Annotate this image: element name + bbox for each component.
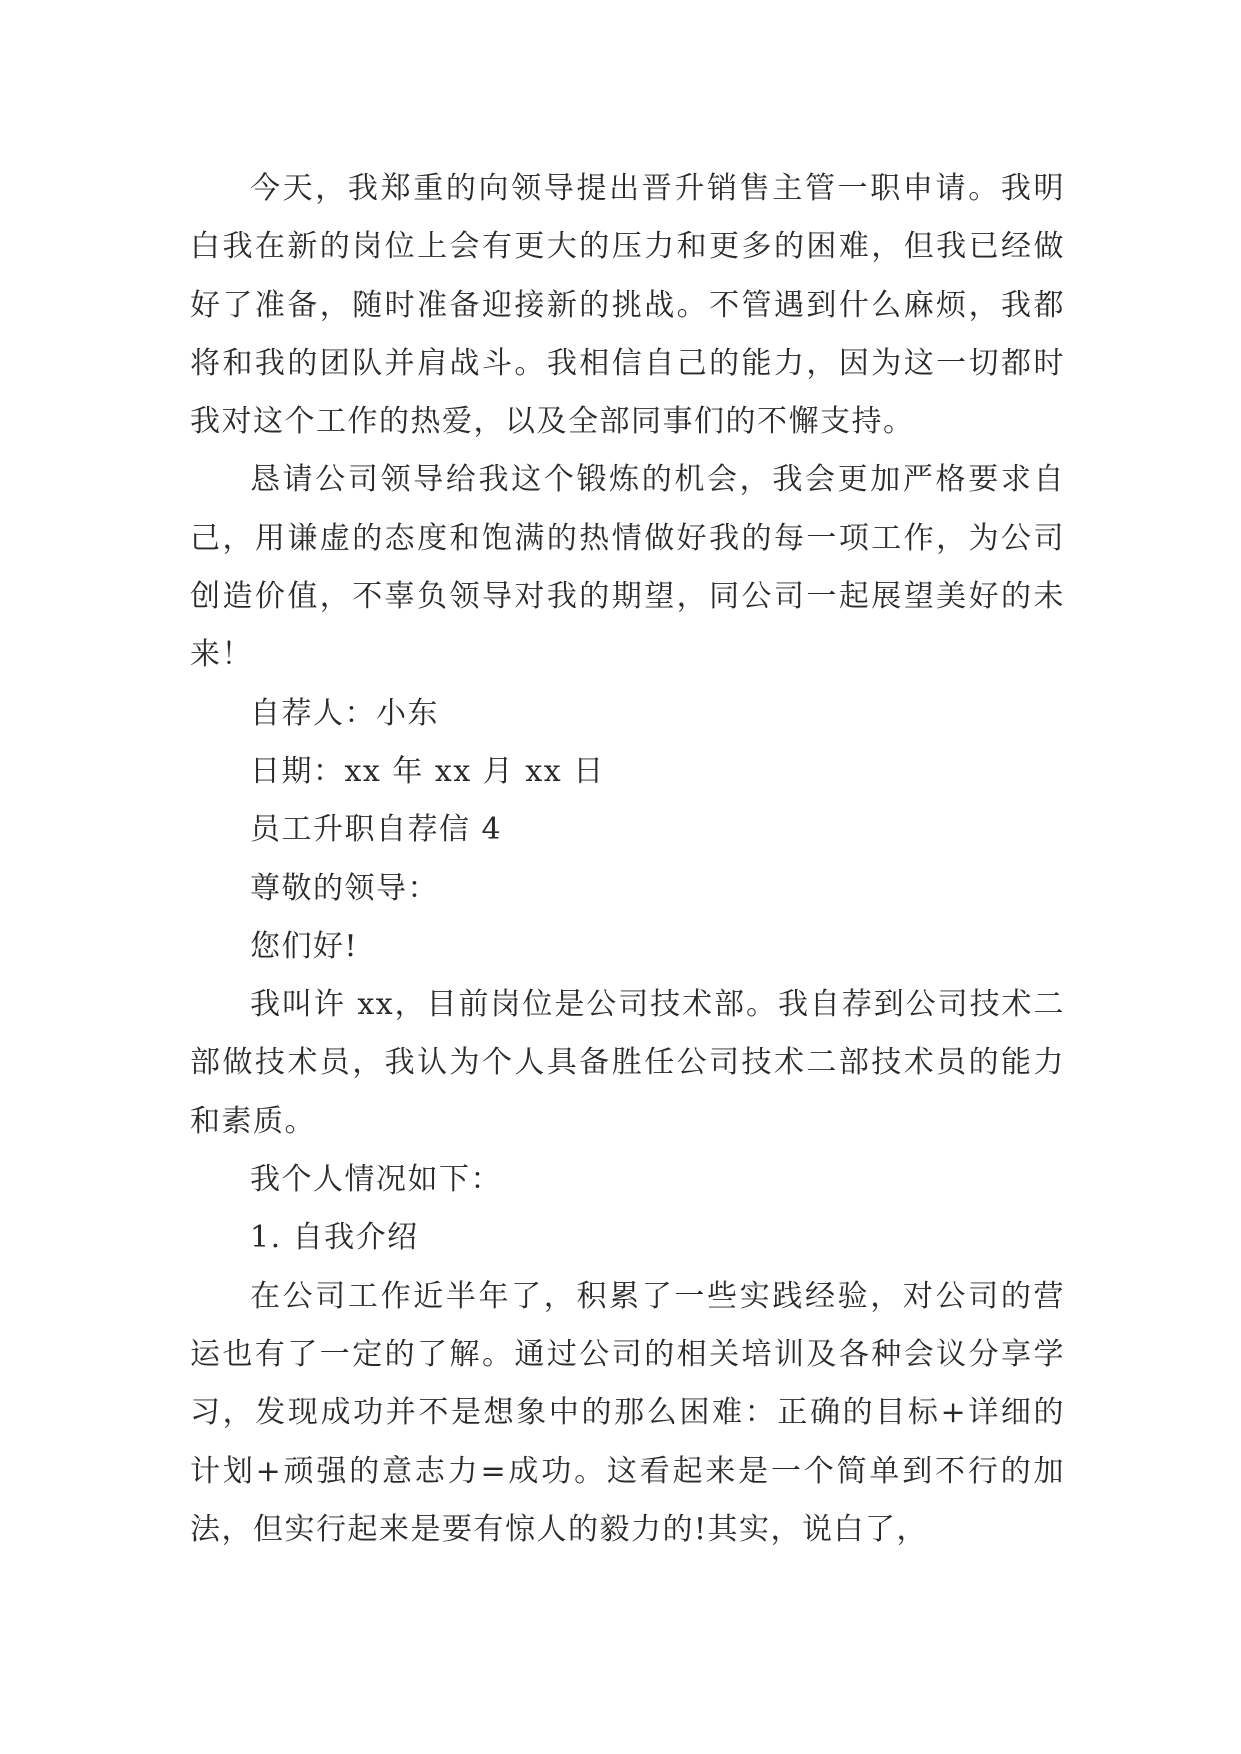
- paragraph-request-opportunity: 恳请公司领导给我这个锻炼的机会，我会更加严格要求自己，用谦虚的态度和饱满的热情做好我的每一项工作，为公司创造价值，不辜负领导对我的期望，同公司一起展望美好的未来！: [190, 462, 1065, 673]
- document-body: [190, 160, 1065, 1559]
- date-line: 日期：xx 年 xx 月 xx 日: [250, 753, 605, 789]
- signature-line: 自荐人：小东: [250, 695, 439, 731]
- paragraph-self-recommendation: 我叫许 xx，目前岗位是公司技术部。我自荐到公司技术二部做技术员，我认为个人具备胜任公司技术二部技术员的能力和素质。: [190, 987, 1065, 1139]
- paragraph-personal-intro: 我个人情况如下：: [250, 1162, 502, 1198]
- paragraph-promotion-application: 今天，我郑重的向领导提出晋升销售主管一职申请。我明白我在新的岗位上会有更大的压力和更多的困难，但我已经做好了准备，随时准备迎接新的挑战。不管遇到什么麻烦，我都将和我的团队并肩战斗。我相信自己的能力，因为这一切都时我对这个工作的热爱，以及全部同事们的不懈支持。: [190, 171, 1065, 440]
- list-heading: 1. 自我介绍: [250, 1220, 419, 1256]
- section-title: 员工升职自荐信 4: [250, 812, 503, 848]
- paragraph-experience: 在公司工作近半年了，积累了一些实践经验，对公司的营运也有了一定的了解。通过公司的相关培训及各种会议分享学习，发现成功并不是想象中的那么困难：正确的目标+详细的计划+顽强的意志力=成功。这看起来是一个简单到不行的加法，但实行起来是要有惊人的毅力的!其实，说白了，: [190, 1278, 1065, 1547]
- salutation: 尊敬的领导：: [250, 870, 439, 906]
- greeting: 您们好!: [250, 928, 359, 964]
